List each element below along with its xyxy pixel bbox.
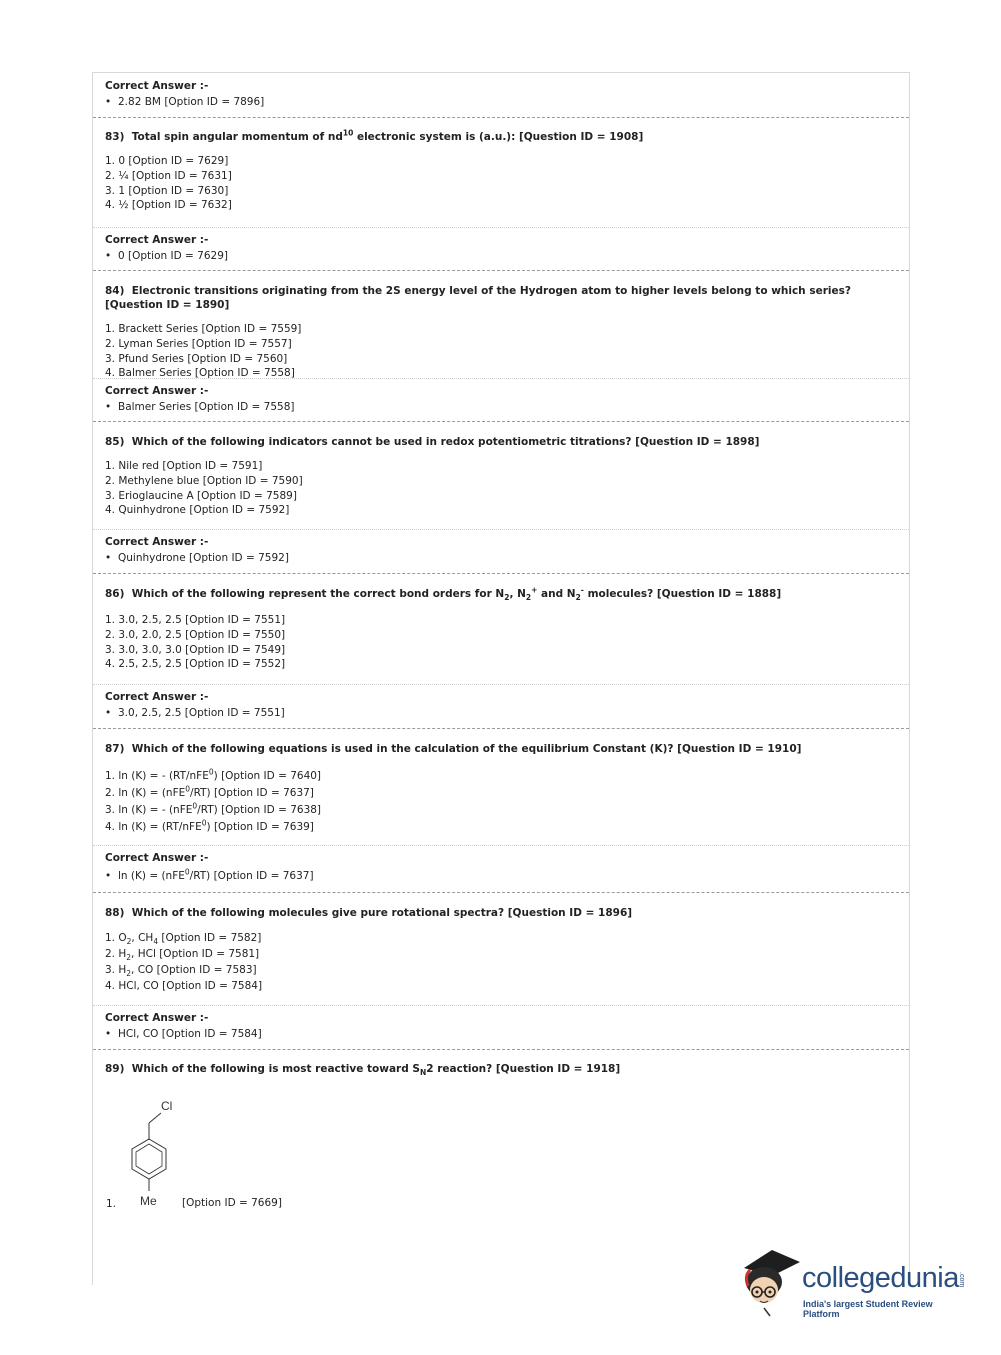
option: 1. Brackett Series [Option ID = 7559] bbox=[105, 323, 302, 335]
separator bbox=[93, 270, 909, 271]
option: 3. 1 [Option ID = 7630] bbox=[105, 184, 229, 197]
question-number: 86) bbox=[105, 588, 125, 600]
option bbox=[105, 962, 895, 978]
question-text bbox=[105, 435, 895, 449]
question-85 bbox=[105, 435, 895, 518]
answer-87 bbox=[105, 851, 895, 884]
separator bbox=[93, 573, 909, 574]
logo-name: collegedunia bbox=[802, 1262, 959, 1294]
answer-value: • Quinhydrone [Option ID = 7592] bbox=[105, 551, 895, 566]
question-text bbox=[105, 130, 895, 144]
answer-83 bbox=[105, 233, 895, 264]
answer-value: • HCl, CO [Option ID = 7584] bbox=[105, 1027, 895, 1042]
question-text bbox=[105, 906, 895, 920]
option: 4. ½ [Option ID = 7632] bbox=[105, 199, 232, 212]
options-list bbox=[105, 459, 895, 518]
superscript: - bbox=[580, 585, 584, 595]
option bbox=[105, 978, 895, 994]
option-text: 3. ln (K) = - (nFE bbox=[105, 804, 193, 816]
option: 4. Balmer Series [Option ID = 7558] bbox=[105, 367, 295, 380]
answer-value: • Balmer Series [Option ID = 7558] bbox=[105, 400, 895, 415]
option-text: 2. H bbox=[105, 948, 127, 960]
options-list bbox=[105, 613, 895, 672]
option-text: 1. ln (K) = - (RT/nFE bbox=[105, 770, 209, 782]
document-page bbox=[92, 72, 910, 1285]
subscript: 2 bbox=[504, 593, 510, 603]
question-88 bbox=[105, 906, 895, 994]
logo-tagline: India's largest Student Review Platform bbox=[803, 1299, 933, 1319]
option: 1. Nile red [Option ID = 7591] bbox=[105, 460, 263, 472]
options-list bbox=[105, 322, 895, 381]
question-83 bbox=[105, 130, 895, 213]
options-list bbox=[105, 154, 895, 213]
option bbox=[105, 768, 895, 785]
question-text-part: Which of the following indicators cannot be used in redox potentiometric titrations? [Question ID = 1898] bbox=[131, 436, 760, 448]
question-text-part: Which of the following is most reactive toward S bbox=[131, 1063, 420, 1075]
superscript: 0 bbox=[184, 867, 190, 877]
option-text: , CO [Option ID = 7583] bbox=[131, 964, 257, 976]
option-text: /RT) [Option ID = 7638] bbox=[197, 804, 322, 816]
answer-label: Correct Answer :- bbox=[105, 852, 209, 864]
separator bbox=[93, 117, 909, 118]
superscript: + bbox=[531, 585, 538, 595]
option: 3. 3.0, 3.0, 3.0 [Option ID = 7549] bbox=[105, 643, 286, 656]
question-text-part: Which of the following represent the correct bond orders for N bbox=[131, 588, 505, 600]
subscript: 4 bbox=[153, 937, 159, 947]
answer-84 bbox=[105, 384, 895, 415]
separator bbox=[93, 227, 909, 228]
prev-answer-section bbox=[105, 79, 895, 110]
option: 4. Quinhydrone [Option ID = 7592] bbox=[105, 504, 290, 517]
option-text: 2. ln (K) = (nFE bbox=[105, 787, 186, 799]
option: 2. 3.0, 2.0, 2.5 [Option ID = 7550] bbox=[105, 628, 286, 641]
question-text-part: , N bbox=[509, 588, 526, 600]
subscript: 2 bbox=[126, 937, 132, 947]
question-number: 87) bbox=[105, 743, 125, 755]
option bbox=[105, 802, 895, 819]
group-label-me: Me bbox=[140, 1194, 157, 1208]
benzyl-chloride-structure bbox=[121, 1095, 181, 1210]
question-87 bbox=[105, 742, 895, 836]
question-text bbox=[105, 1062, 895, 1076]
option: 1. 0 [Option ID = 7629] bbox=[105, 155, 229, 167]
option-text: ) [Option ID = 7639] bbox=[206, 821, 314, 833]
question-text-part: molecules? [Question ID = 1888] bbox=[583, 588, 782, 600]
separator bbox=[93, 1005, 909, 1006]
question-text-part: Which of the following equations is used in the calculation of the equilibrium Constant (K)? [Question ID = 1910] bbox=[131, 743, 802, 755]
separator bbox=[93, 1049, 909, 1050]
option-text: ) [Option ID = 7640] bbox=[213, 770, 322, 782]
subscript: N bbox=[419, 1068, 427, 1078]
answer-label: Correct Answer :- bbox=[105, 80, 209, 92]
answer-value: • 2.82 BM [Option ID = 7896] bbox=[105, 95, 895, 110]
option bbox=[105, 785, 895, 802]
separator bbox=[93, 892, 909, 893]
option-text: 1. O bbox=[105, 932, 127, 944]
answer-label: Correct Answer :- bbox=[105, 1012, 209, 1024]
question-number: 89) bbox=[105, 1063, 125, 1075]
option: 3. Erioglaucine A [Option ID = 7589] bbox=[105, 489, 297, 502]
question-text-part: and N bbox=[537, 588, 576, 600]
subscript: 2 bbox=[126, 969, 132, 979]
answer-value: • 0 [Option ID = 7629] bbox=[105, 249, 895, 264]
separator bbox=[93, 728, 909, 729]
superscript: 0 bbox=[185, 784, 191, 794]
superscript: 0 bbox=[201, 818, 207, 828]
benzene-ring bbox=[132, 1139, 166, 1179]
option-id: [Option ID = 7669] bbox=[182, 1197, 282, 1209]
options-list bbox=[105, 768, 895, 836]
question-number: 88) bbox=[105, 907, 125, 919]
option bbox=[105, 930, 895, 946]
subscript: 2 bbox=[575, 593, 581, 603]
option: 4. 2.5, 2.5, 2.5 [Option ID = 7552] bbox=[105, 658, 286, 671]
option: 2. Lyman Series [Option ID = 7557] bbox=[105, 337, 292, 350]
answer-label: Correct Answer :- bbox=[105, 691, 209, 703]
option bbox=[105, 819, 895, 836]
subscript: 2 bbox=[525, 593, 532, 603]
answer-label: Correct Answer :- bbox=[105, 234, 209, 246]
superscript: 0 bbox=[208, 767, 214, 777]
answer-text: /RT) [Option ID = 7637] bbox=[189, 870, 314, 882]
option-text: , HCl [Option ID = 7581] bbox=[131, 948, 260, 960]
answer-85 bbox=[105, 535, 895, 566]
logo-suffix: .com bbox=[958, 1272, 965, 1288]
separator bbox=[93, 845, 909, 846]
option bbox=[105, 946, 895, 962]
atom-label-cl: Cl bbox=[161, 1099, 173, 1113]
separator bbox=[93, 378, 909, 379]
separator bbox=[93, 684, 909, 685]
option-text: 4. HCl, CO [Option ID = 7584] bbox=[105, 980, 263, 992]
question-84 bbox=[105, 284, 895, 381]
question-text-part: electronic system is (a.u.): [Question ID = 1908] bbox=[353, 131, 644, 143]
option-text: 4. ln (K) = (RT/nFE bbox=[105, 821, 202, 833]
mascot-icon bbox=[740, 1246, 802, 1318]
question-text bbox=[105, 284, 895, 312]
question-text bbox=[105, 587, 895, 601]
benzene-inner-ring bbox=[136, 1144, 162, 1174]
option-text: , CH bbox=[131, 932, 154, 944]
answer-label: Correct Answer :- bbox=[105, 385, 209, 397]
question-text-part: Total spin angular momentum of nd bbox=[131, 131, 343, 143]
option: 2. ¼ [Option ID = 7631] bbox=[105, 169, 232, 182]
question-number: 85) bbox=[105, 436, 125, 448]
collegedunia-logo bbox=[740, 1246, 970, 1318]
question-86 bbox=[105, 587, 895, 672]
question-text-part: 2 reaction? [Question ID = 1918] bbox=[426, 1063, 621, 1075]
question-text-part: Electronic transitions originating from the 2S energy level of the Hydrogen atom to higher levels belong to which series? [Question ID = 1890] bbox=[105, 285, 851, 311]
answer-label: Correct Answer :- bbox=[105, 536, 209, 548]
option: 2. Methylene blue [Option ID = 7590] bbox=[105, 474, 303, 487]
answer-text: ln (K) = (nFE bbox=[118, 870, 185, 882]
bond bbox=[149, 1113, 161, 1123]
answer-86 bbox=[105, 690, 895, 721]
superscript: 0 bbox=[192, 801, 198, 811]
option-text: /RT) [Option ID = 7637] bbox=[190, 787, 314, 799]
option: 1. 3.0, 2.5, 2.5 [Option ID = 7551] bbox=[105, 614, 286, 626]
superscript: 10 bbox=[342, 128, 354, 138]
separator bbox=[93, 421, 909, 422]
question-text-part: Which of the following molecules give pure rotational spectra? [Question ID = 1896] bbox=[131, 907, 633, 919]
subscript: 2 bbox=[126, 953, 132, 963]
separator bbox=[93, 529, 909, 530]
answer-value bbox=[105, 869, 895, 884]
option-text: 3. H bbox=[105, 964, 127, 976]
options-list bbox=[105, 930, 895, 994]
option: 3. Pfund Series [Option ID = 7560] bbox=[105, 352, 288, 365]
question-number: 83) bbox=[105, 131, 125, 143]
answer-value: • 3.0, 2.5, 2.5 [Option ID = 7551] bbox=[105, 706, 895, 721]
option-number: 1. bbox=[106, 1198, 117, 1210]
question-number: 84) bbox=[105, 285, 125, 297]
answer-88 bbox=[105, 1011, 895, 1042]
question-89 bbox=[105, 1062, 895, 1076]
option-text: [Option ID = 7582] bbox=[158, 932, 262, 944]
question-text bbox=[105, 742, 895, 756]
